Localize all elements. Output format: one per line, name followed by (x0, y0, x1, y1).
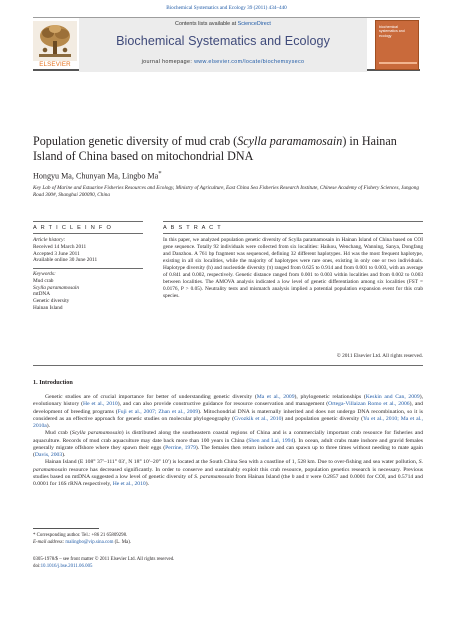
species-name: Scylla paramamosain (71, 430, 122, 437)
journal-title[interactable]: Biochemical Systematics and Ecology (116, 34, 330, 48)
text-run: and (294, 473, 306, 480)
elsevier-tree-icon (33, 21, 77, 61)
history-label: Article history: (33, 237, 66, 243)
text-run: were 0.2857 and 0.0001 for COI, and 0.5714 and 0.0001 for 16S rRNA respectively, (33, 473, 423, 487)
text-run: ). The females then return inshore and can spawn up to three times without needing to mate again ( (33, 444, 423, 458)
citation-link[interactable]: Perrine, 1979 (165, 444, 196, 451)
citation-link[interactable]: He et al., 2010 (83, 401, 118, 408)
homepage-prefix: journal homepage: (141, 59, 195, 65)
keywords-block (33, 271, 143, 312)
history-received: Received 14 March 2011 (33, 243, 87, 250)
sciencedirect-link[interactable]: ScienceDirect (237, 21, 271, 27)
text-run: Hainan Island (E 108° 37′–111° 03′, N 18° 10′–20° 10′) is located at the South China Sea with a coastline of 1, 528 km. Due to over-fishing and sea water pollution, (45, 459, 419, 466)
citation-link[interactable]: Davis, 2003 (34, 452, 63, 458)
cover-title: biochemical systematics and ecology (379, 25, 405, 38)
keywords-label: Keywords: (33, 271, 56, 277)
journal-homepage (79, 59, 367, 65)
species-name: S. paramamosain (194, 473, 234, 480)
issn-line: 0305-1978/$ – see front matter © 2011 Elsevier Ltd. All rights reserved. (33, 557, 175, 562)
abstract-top-rule (163, 221, 423, 222)
elsevier-wordmark: ELSEVIER (39, 61, 71, 68)
citation-link[interactable]: Gvozkik et al., 2010 (234, 415, 282, 422)
info-top-rule (33, 221, 143, 222)
homepage-link[interactable]: www.elsevier.com/locate/biochemsyseco (194, 59, 305, 65)
corresponding-author-mark[interactable]: * (158, 170, 162, 177)
doi-link[interactable]: 10.1016/j.bse.2011.06.005 (40, 563, 93, 569)
text-run: Mud crab ( (45, 430, 72, 437)
abstract-bottom-rule (33, 365, 423, 366)
text-run: ). (62, 452, 66, 458)
text-run: ). (46, 423, 51, 429)
citation-link[interactable]: Fuji et al., 2007; Zhan et al., 2009 (117, 408, 199, 415)
introduction-body (33, 394, 423, 488)
journal-cover-thumbnail[interactable] (375, 20, 419, 70)
elsevier-logo[interactable] (33, 21, 77, 69)
article-info-heading: A R T I C L E I N F O (33, 225, 113, 231)
email-link[interactable]: malingbo@vip.sina.com (65, 539, 114, 545)
history-online: Available online 30 June 2011 (33, 257, 98, 264)
keyword-item: Mud crab (33, 277, 54, 284)
corresponding-author-note: * Corresponding author. Tel.: +86 21 65809298. (33, 533, 128, 538)
keyword-item: mtDNA (33, 291, 51, 298)
section-heading-introduction: 1. Introduction (33, 379, 73, 386)
text-run: ), evolutionary history ( (33, 394, 423, 408)
history-accepted: Accepted 3 June 2011 (33, 250, 80, 257)
keyword-item: Scylla paramamosain (33, 284, 80, 291)
text-run: ). (145, 481, 150, 487)
citation-link[interactable]: Ma et al., 2009 (256, 394, 295, 400)
species-name: S. paramamosain (33, 459, 423, 473)
cover-stripe (379, 62, 417, 64)
text-run: ) is distributed along the southeastern coastal regions of China and is a commercially important crab resource for fisheries and aquaculture. Records of mud crab aquaculture may date back more than 100 years in China ( (33, 430, 424, 444)
info-heading-rule (33, 233, 143, 234)
keyword-item: Genetic diversity (33, 298, 70, 305)
keywords-rule (33, 268, 143, 269)
keyword-item: Hainan Island (33, 304, 63, 311)
running-head[interactable]: Biochemical Systematics and Ecology 39 (2011) 434–440 (166, 5, 287, 11)
text-run: ), phylogenetic relationships ( (294, 394, 366, 400)
abstract-text: In this paper, we analyzed population genetic diversity of Scylla paramamosain in Hainan Island of China based on COI gene sequence. Totally 92 individuals were collected from six localities: Haikou, Wenchang, Wanning, Sanya, Dongfang and Danzhou. A 761 bp fragment was sequenced, defining 32 different haplotypes. H4 was the most frequent haplotype, existing in all six localities, while the majority of haplotypes were rare ones, existing in only one or two individuals. Haplotype diversity (h) and nucleotide diversity (π) ranged from 0.625 to 0.914 and from 0.001 to 0.003, with an average of 0.841 and 0.002, respectively. Genetic distance ranged from 0.001 to 0.003 within localities and from 0.002 to 0.003 between localities. The AMOVA analysis indicated a low level of genetic differentiation among six localities (FST = 0.0176, P > 0.05). Neutrality tests and mismatch analysis implied a potential population expansion event for this crab species. (163, 237, 423, 300)
article-history (33, 237, 143, 264)
doi-label: doi: (33, 563, 41, 569)
citation-link[interactable]: Ortega-Villaizan Romo et al., 2006 (328, 401, 410, 408)
email-line (33, 540, 273, 547)
footnotes (33, 533, 273, 546)
abstract-copyright: © 2011 Elsevier Ltd. All rights reserved. (336, 353, 423, 359)
footnote-rule (33, 528, 99, 529)
intro-paragraph-3 (33, 459, 423, 488)
citation-link[interactable]: Shen and Lai, 1994 (248, 437, 294, 444)
text-run: ), and can also provide constructive guidance for resource conservation and management ( (117, 401, 329, 408)
email-suffix: (L. Ma). (113, 539, 132, 545)
intro-paragraph-1 (33, 394, 423, 430)
doi-line (33, 564, 273, 571)
text-run: ) and population genetic diversity ( (281, 415, 363, 422)
citation-link[interactable]: He et al., 2010 (112, 481, 146, 487)
text-run: Genetic studies are of crucial importance for better of understanding genetic diversity ( (45, 394, 257, 400)
contents-line (79, 21, 367, 27)
publication-info (33, 557, 273, 570)
citation-link[interactable]: Yu et al., 2010; Ma et al., 2010a (33, 415, 423, 429)
text-run: ). Mitochondrial DNA is maternally inherited and does not undergo DNA recombination, so it is considered as an effective approach for genetic studies on molecular phylogeography ( (33, 408, 424, 422)
article-title (33, 134, 423, 164)
symbol-h: h (291, 473, 295, 480)
author-list (33, 170, 162, 181)
email-label: E-mail address: (33, 539, 66, 545)
text-run: from Hainan Island (the (233, 473, 292, 480)
journal-masthead (33, 17, 420, 71)
text-run: ), and development of breeding programs ( (33, 401, 423, 415)
text-run: resource has decreased significantly. In order to conserve and sustainably exploit this crab resource, population genetics research is necessary. Previous studies based on mtDNA suggested a low level of genetic diversity of (33, 466, 423, 480)
author-affiliation: Key Lab of Marine and Estuarine Fisheries Resources and Ecology, Ministry of Agriculture, East China Sea Fisheries Research Institute, Chinese Academy of Fishery Sciences, Jungong Road 300#, Shanghai 200090, China (33, 185, 419, 199)
title-part-2: ) in Hainan Island of China based on mitochondrial DNA (33, 134, 397, 163)
masthead-band (79, 18, 367, 72)
citation-link[interactable]: Keskin and Can, 2009 (365, 394, 420, 400)
intro-paragraph-2 (33, 430, 423, 459)
title-part-1: Population genetic diversity of mud crab ( (33, 134, 238, 148)
abstract-heading: A B S T R A C T (163, 225, 222, 231)
contents-prefix: Contents lists available at (175, 21, 238, 27)
symbol-pi: π (305, 473, 309, 480)
title-species: Scylla paramamosain (237, 134, 343, 148)
authors-names: Hongyu Ma, Chunyan Ma, Lingbo Ma (33, 171, 159, 181)
text-run: ). In ocean, adult crabs mate inshore and gravid females generally migrate offshore where they spawn their eggs ( (33, 437, 423, 451)
abstract-heading-rule (163, 233, 423, 234)
